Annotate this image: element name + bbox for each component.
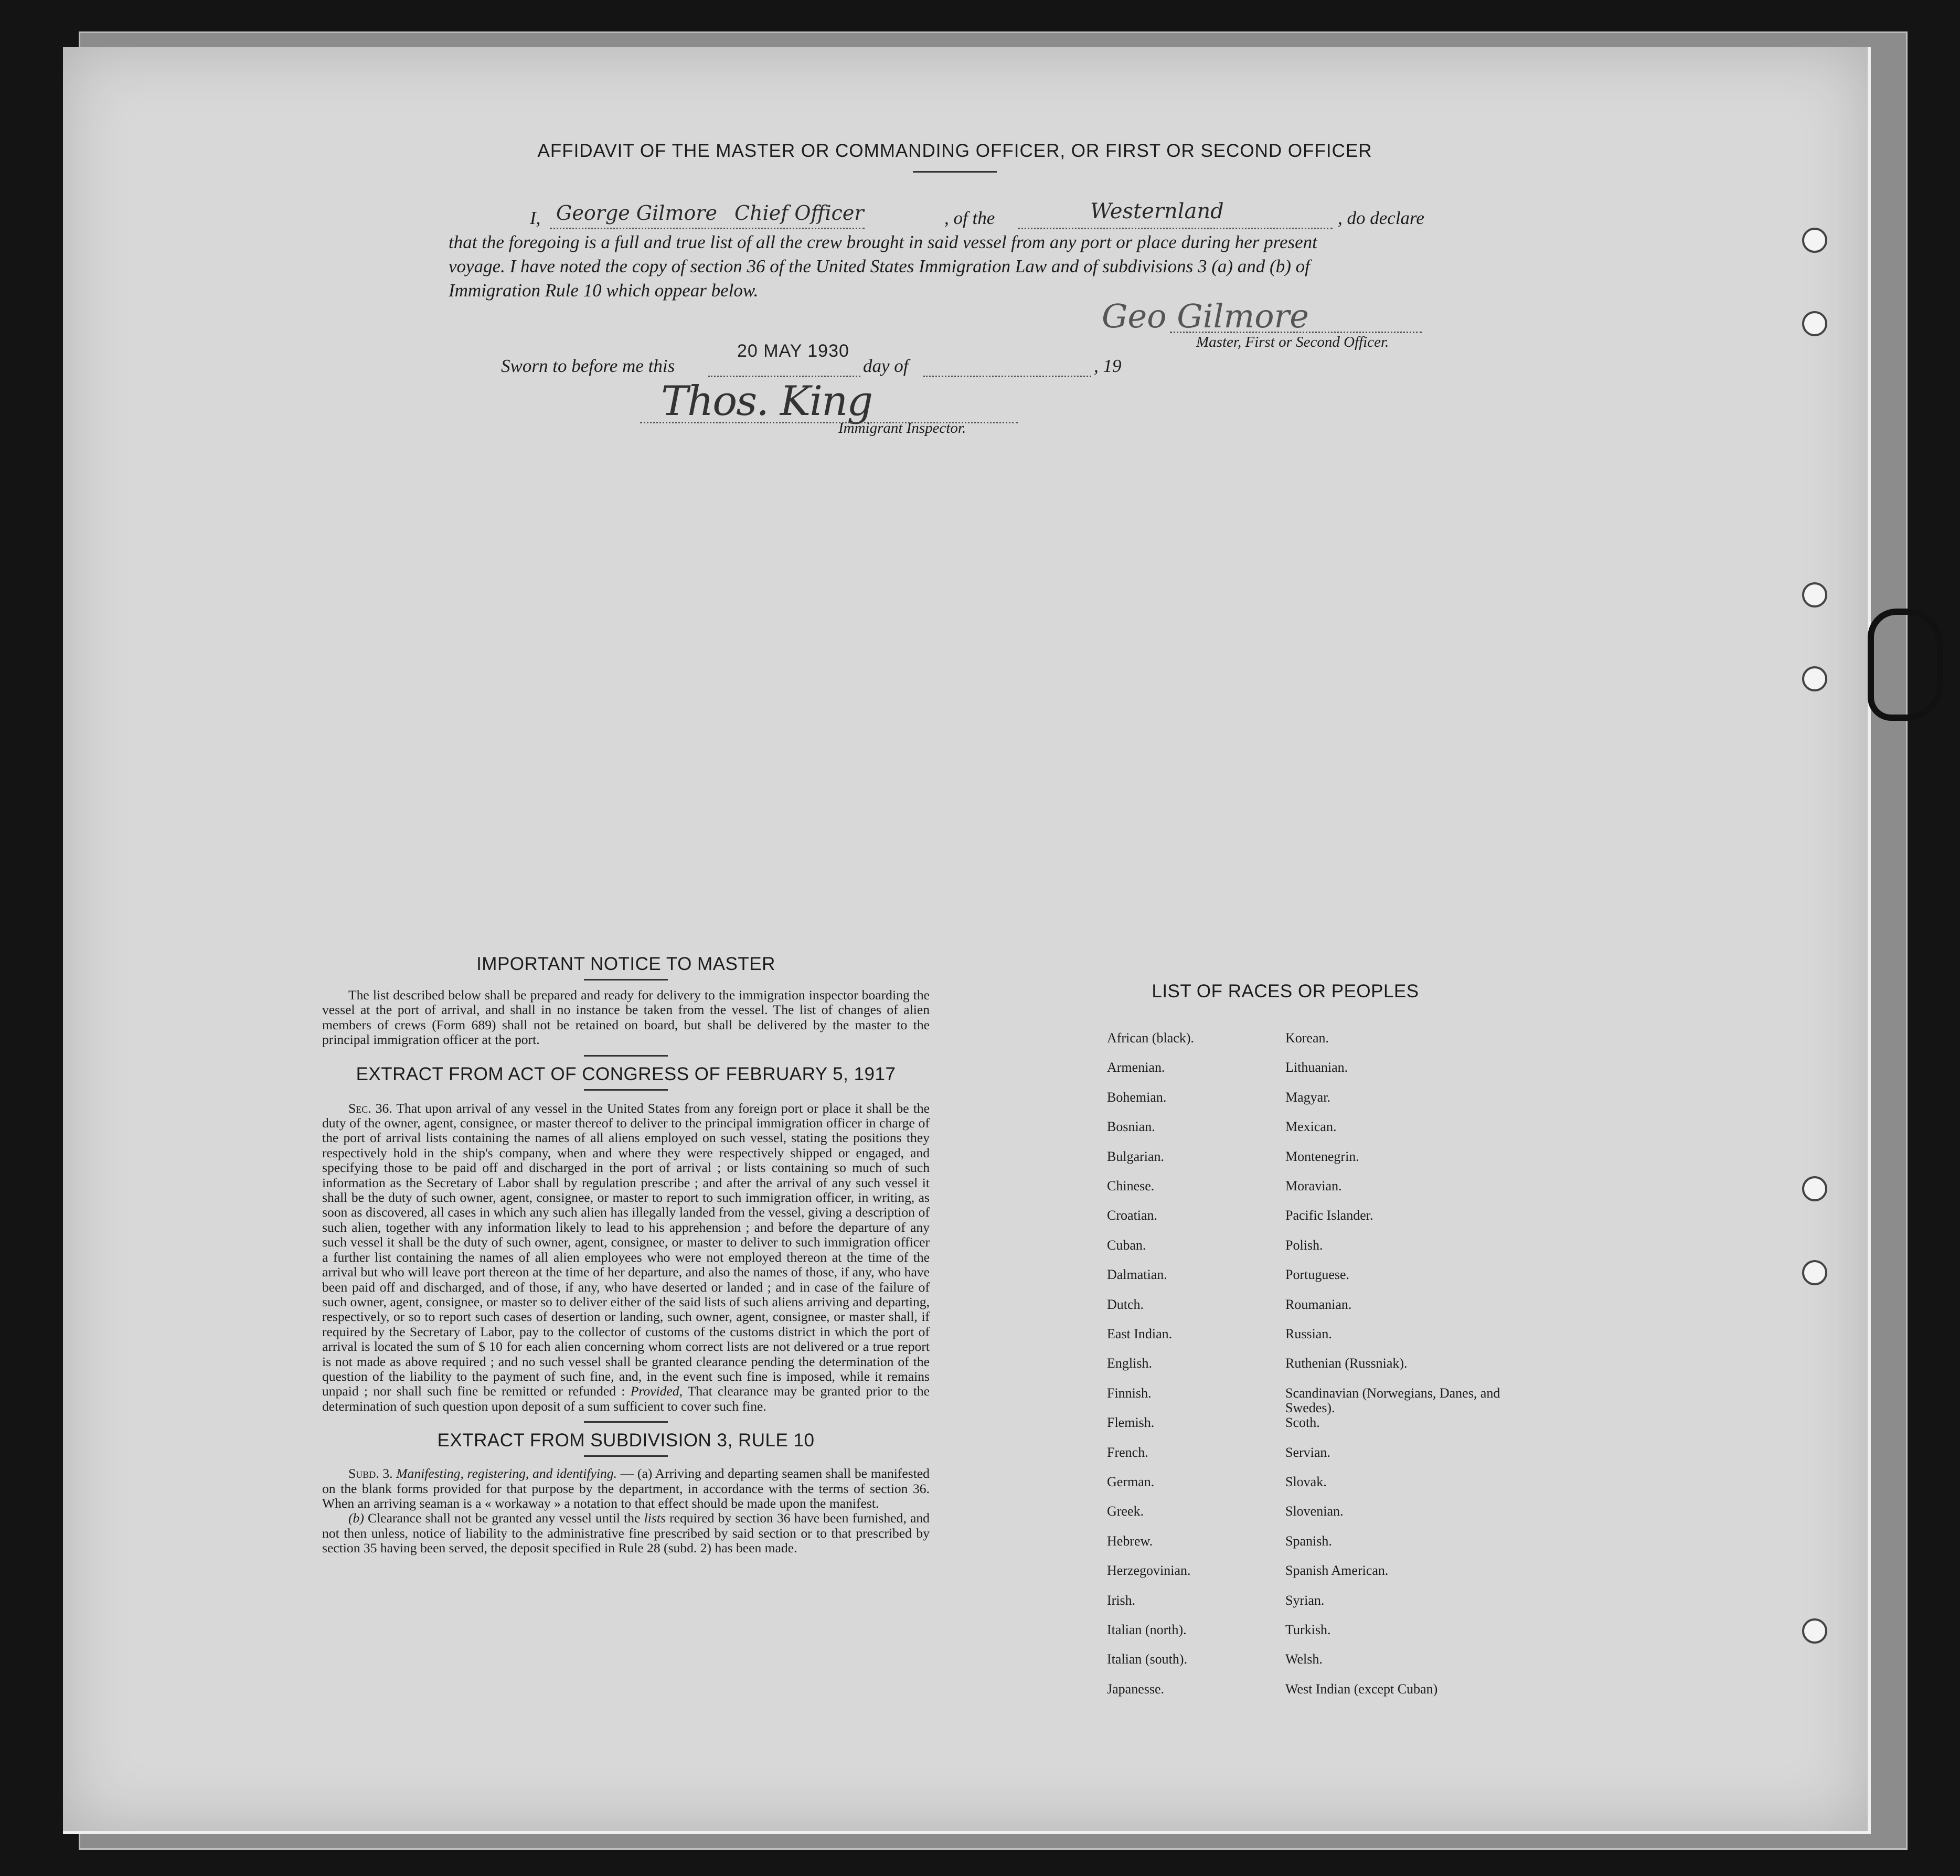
race-item: Japanesse. <box>1107 1681 1165 1697</box>
races-title: LIST OF RACES OR PEOPLES <box>1152 981 1419 1001</box>
month-blank <box>923 376 1091 377</box>
section-rule <box>584 1421 668 1423</box>
master-signature-line <box>1170 332 1422 333</box>
punch-hole <box>1802 1618 1827 1644</box>
race-item: West Indian (except Cuban) <box>1285 1681 1438 1697</box>
part-b-lists: lists <box>644 1510 666 1526</box>
race-item: Bulgarian. <box>1107 1149 1165 1164</box>
day-of-text: day of <box>863 356 909 376</box>
punch-hole <box>1802 1176 1827 1201</box>
race-item: Slovenian. <box>1285 1504 1344 1519</box>
race-item: Scandinavian (Norwegians, Danes, and Swedes). <box>1285 1385 1500 1415</box>
notice-body: The list described below shall be prepared and ready for delivery to the immigration inspector boarding the vessel at the port of arrival, and shall in no instance be taken from the vessel. The list of changes of alien members of crews (Form 689) shall not be retained on board, but shall be delivered by the master to the principal immigration officer at the port. <box>322 987 930 1048</box>
document-sheet <box>63 47 1871 1834</box>
race-item: Finnish. <box>1107 1385 1152 1401</box>
race-item: Bohemian. <box>1107 1090 1167 1105</box>
race-item: Spanish American. <box>1285 1563 1389 1578</box>
provided-label: Provided, <box>630 1383 683 1399</box>
subd-label: Subd. 3. <box>348 1466 393 1481</box>
master-caption: Master, First or Second Officer. <box>1196 334 1389 350</box>
race-item: Irish. <box>1107 1593 1136 1608</box>
race-item: Scoth. <box>1285 1415 1320 1430</box>
act-extract-body <box>322 1101 930 1414</box>
act-extract-title: EXTRACT FROM ACT OF CONGRESS OF FEBRUARY 5, 1917 <box>356 1063 896 1084</box>
sworn-text: Sworn to before me this <box>501 356 675 376</box>
race-item: Armenian. <box>1107 1060 1165 1075</box>
punch-hole <box>1802 582 1827 607</box>
part-a-text: Arriving and departing seamen shall be manifested on the blank forms provided for that purpose by the department, in accordance with the terms of section 36. When an arriving seaman is a « workaway » a notation to that effect should be made upon the manifest. <box>322 1466 930 1511</box>
race-item: Polish. <box>1285 1238 1323 1253</box>
race-item: Slovak. <box>1285 1474 1327 1489</box>
sworn-day-blank <box>708 376 860 377</box>
part-b-text-2: required by section 36 have been furnished, and not then unless, notice of liability to the administrative fine prescribed by said section or to that prescribed by section 35 having been served, the deposit specified in Rule 28 (subd. 2) has been made. <box>322 1510 930 1556</box>
race-item: Spanish. <box>1285 1533 1332 1549</box>
date-stamp: 20 MAY 1930 <box>737 341 849 361</box>
race-item: Greek. <box>1107 1504 1144 1519</box>
race-item: Bosnian. <box>1107 1119 1155 1134</box>
punch-hole <box>1802 311 1827 336</box>
notice-column <box>322 954 930 1556</box>
race-item: Chinese. <box>1107 1178 1155 1193</box>
race-item: Flemish. <box>1107 1415 1155 1430</box>
race-item: English. <box>1107 1356 1152 1371</box>
race-item: Roumanian. <box>1285 1297 1352 1312</box>
rule-extract-title: EXTRACT FROM SUBDIVISION 3, RULE 10 <box>437 1430 815 1451</box>
race-item: Cuban. <box>1107 1238 1146 1253</box>
race-item: Italian (south). <box>1107 1651 1188 1667</box>
title-rule <box>913 171 997 173</box>
act-text-end: That clearance may be granted prior to the determination of such question upon deposit of a sum sufficient to cover such fine. <box>322 1383 930 1414</box>
race-item: Turkish. <box>1285 1622 1331 1637</box>
paper-clip <box>1868 609 1943 721</box>
rule-part-b <box>322 1511 930 1555</box>
race-item: Lithuanian. <box>1285 1060 1348 1075</box>
officer-rank: Chief Officer <box>734 201 864 225</box>
punch-hole <box>1802 1260 1827 1285</box>
section-rule <box>584 1455 668 1457</box>
race-item: Moravian. <box>1285 1178 1342 1193</box>
inspector-signature: Thos. King <box>661 378 872 425</box>
affidavit-line-2: that the foregoing is a full and true list of all the crew brought in said vessel from any port or place during her present <box>449 232 1317 252</box>
race-item: Ruthenian (Russniak). <box>1285 1356 1408 1371</box>
affidavit-title: AFFIDAVIT OF THE MASTER OR COMMANDING OFFICER, OR FIRST OR SECOND OFFICER <box>537 141 1372 161</box>
race-item: African (black). <box>1107 1030 1195 1046</box>
part-a-label: — (a) <box>620 1466 653 1481</box>
race-item: Mexican. <box>1285 1119 1337 1134</box>
race-item: Dutch. <box>1107 1297 1144 1312</box>
of-the-text: , of the <box>944 208 995 228</box>
race-item: Italian (north). <box>1107 1622 1187 1637</box>
year-text: , 19 <box>1094 356 1122 376</box>
race-item: Dalmatian. <box>1107 1267 1167 1282</box>
race-item: Welsh. <box>1285 1651 1323 1667</box>
notice-title: IMPORTANT NOTICE TO MASTER <box>476 954 775 974</box>
race-item: Russian. <box>1285 1326 1332 1341</box>
vessel-blank <box>1018 228 1333 229</box>
race-item: Korean. <box>1285 1030 1329 1046</box>
rule-part-a <box>322 1466 930 1511</box>
race-item: East Indian. <box>1107 1326 1173 1341</box>
part-b-label: (b) <box>348 1510 364 1526</box>
punch-hole <box>1802 228 1827 253</box>
race-item: Magyar. <box>1285 1090 1330 1105</box>
race-item: Croatian. <box>1107 1208 1158 1223</box>
affidavit-line-3: voyage. I have noted the copy of section 36 of the United States Immigration Law and of subdivisions 3 (a) and (b) of <box>449 256 1310 276</box>
act-text: That upon arrival of any vessel in the United States from any foreign port or place it shall be the duty of the owner, agent, consignee, or master thereof to deliver to the principal immigration officer in charge of the port of arrival lists containing the names of all aliens employed on such vessel, stating the positions they respectively hold in the ship's company, when and where they were respectively shipped or engaged, and specifying those to be paid off and discharged in the port of arrival ; or lists containing so much of such information as the Secretary of Labor shall by regulation prescribe ; and after the arrival of any such vessel it shall be the duty of such owner, agent, consignee, or master to report to such immigration officer, in writing, as soon as discovered, all cases in which any such alien has illegally landed from the vessel, giving a description of such alien, together with any information likely to lead to his apprehension ; and before the departure of any such vessel it shall be the duty of such owner, agent, consignee, or master to deliver to such immigration officer a further list containing the names of all alien employees who were not employed thereon at the time of the arrival but who will leave port thereon at the time of her departure, and also the names of those, if any, who have been paid off and discharged, and of those, if any, who have deserted or landed ; and in case of the failure of such owner, agent, consignee, or master so to deliver either of the said lists of such aliens arriving and departing, respectively, or so to report such cases of desertion or landing, such owner, agent, consignee, or master shall, if required by the Secretary of Labor, pay to the collector of customs of the customs district in which the port of arrival is located the sum of $ 10 for each alien concerning whom correct lists are not delivered or a true report is not made as above required ; and no such vessel shall be granted clearance pending the determination of the question of the liability to the payment of such fine, and, in the event such fine is imposed, while it remains unpaid ; nor shall such fine be remitted or refunded : <box>322 1100 930 1399</box>
race-item: Portuguese. <box>1285 1267 1350 1282</box>
race-item: German. <box>1107 1474 1155 1489</box>
affidavit-line-4: Immigration Rule 10 which oppear below. <box>449 280 759 301</box>
race-item: Syrian. <box>1285 1593 1325 1608</box>
race-item: Montenegrin. <box>1285 1149 1359 1164</box>
officer-name: George Gilmore <box>556 201 718 225</box>
do-declare-text: , do declare <box>1338 208 1424 228</box>
punch-hole <box>1802 666 1827 691</box>
subd-heading: Manifesting, registering, and identifying. <box>396 1466 617 1481</box>
section-rule <box>584 1055 668 1057</box>
part-b-text-1: Clearance shall not be granted any vessel until the <box>368 1510 641 1526</box>
inspector-caption: Immigrant Inspector. <box>838 420 966 436</box>
race-item: Herzegovinian. <box>1107 1563 1191 1578</box>
affidavit-pronoun: I, <box>530 208 541 228</box>
race-item: French. <box>1107 1445 1148 1460</box>
race-item: Pacific Islander. <box>1285 1208 1373 1223</box>
race-item: Hebrew. <box>1107 1533 1153 1549</box>
master-signature: Geo Gilmore <box>1102 297 1309 335</box>
section-rule <box>584 1089 668 1091</box>
race-item: Servian. <box>1285 1445 1330 1460</box>
sec-label: Sec. 36. <box>348 1100 392 1116</box>
name-blank <box>550 228 865 229</box>
vessel-name: Westernland <box>1090 199 1224 223</box>
section-rule <box>584 979 668 980</box>
